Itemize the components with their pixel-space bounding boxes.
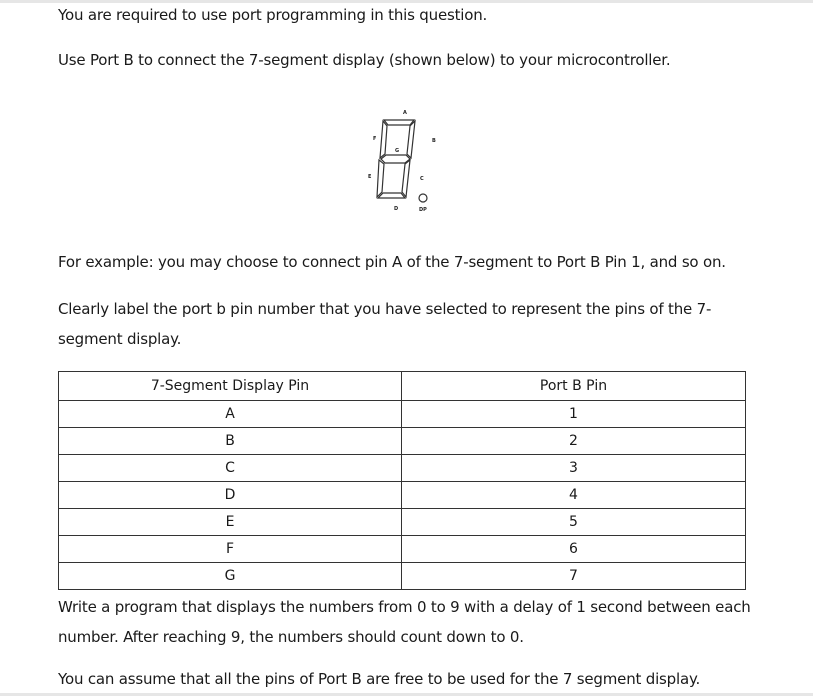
segment-c [402,160,410,197]
segment-pin-cell: F [59,536,402,563]
segment-dp [419,194,427,202]
segment-a [384,120,414,125]
port-pin-cell: 6 [402,536,746,563]
table-row [59,482,746,509]
segment-pin-cell: D [59,482,402,509]
segment-pin-cell: C [59,455,402,482]
port-pin-cell: 4 [402,482,746,509]
table-row [59,536,746,563]
instruction-text: Use Port B to connect the 7-segment display (shown below) to your microcontroller. [58,51,671,69]
port-pin-cell: 7 [402,563,746,590]
pin-mapping-table [58,371,746,590]
segment-pin-cell: A [59,401,402,428]
label-c: C [420,176,424,182]
assumption-text: You can assume that all the pins of Port B are free to be used for the 7 segment display. [58,670,701,688]
segment-g [381,155,410,163]
table-row [59,563,746,590]
task-text: Write a program that displays the numbers from 0 to 9 with a delay of 1 second between each number. After reaching 9, the numbers should count down to 0. [58,598,751,646]
table-row [59,401,746,428]
segment-pin-cell: B [59,428,402,455]
label-instruction-text: Clearly label the port b pin number that you have selected to represent the pins of the 7-segment display. [58,300,712,348]
header-segment-pin: 7-Segment Display Pin [59,372,402,401]
segment-e [377,160,384,197]
segment-pin-cell: E [59,509,402,536]
label-b: B [432,138,436,144]
label-a: A [403,110,407,116]
segment-f [380,121,387,158]
label-dp: DP [419,207,427,213]
example-text: For example: you may choose to connect pin A of the 7-segment to Port B Pin 1, and so on. [58,253,726,271]
label-e: E [368,174,372,180]
top-divider [0,0,813,3]
label-f: F [373,136,377,142]
port-pin-cell: 3 [402,455,746,482]
label-g: G [395,148,400,154]
intro-text: You are required to use port programming in this question. [58,6,488,24]
segment-pin-cell: G [59,563,402,590]
segment-d [378,193,405,198]
port-pin-cell: 1 [402,401,746,428]
label-d: D [394,206,399,212]
port-pin-cell: 2 [402,428,746,455]
table-row [59,455,746,482]
table-row [59,428,746,455]
table-header-row [59,372,746,401]
segment-b [407,121,415,158]
seven-segment-diagram [364,102,444,218]
header-port-b-pin: Port B Pin [402,372,746,401]
table-row [59,509,746,536]
port-pin-cell: 5 [402,509,746,536]
